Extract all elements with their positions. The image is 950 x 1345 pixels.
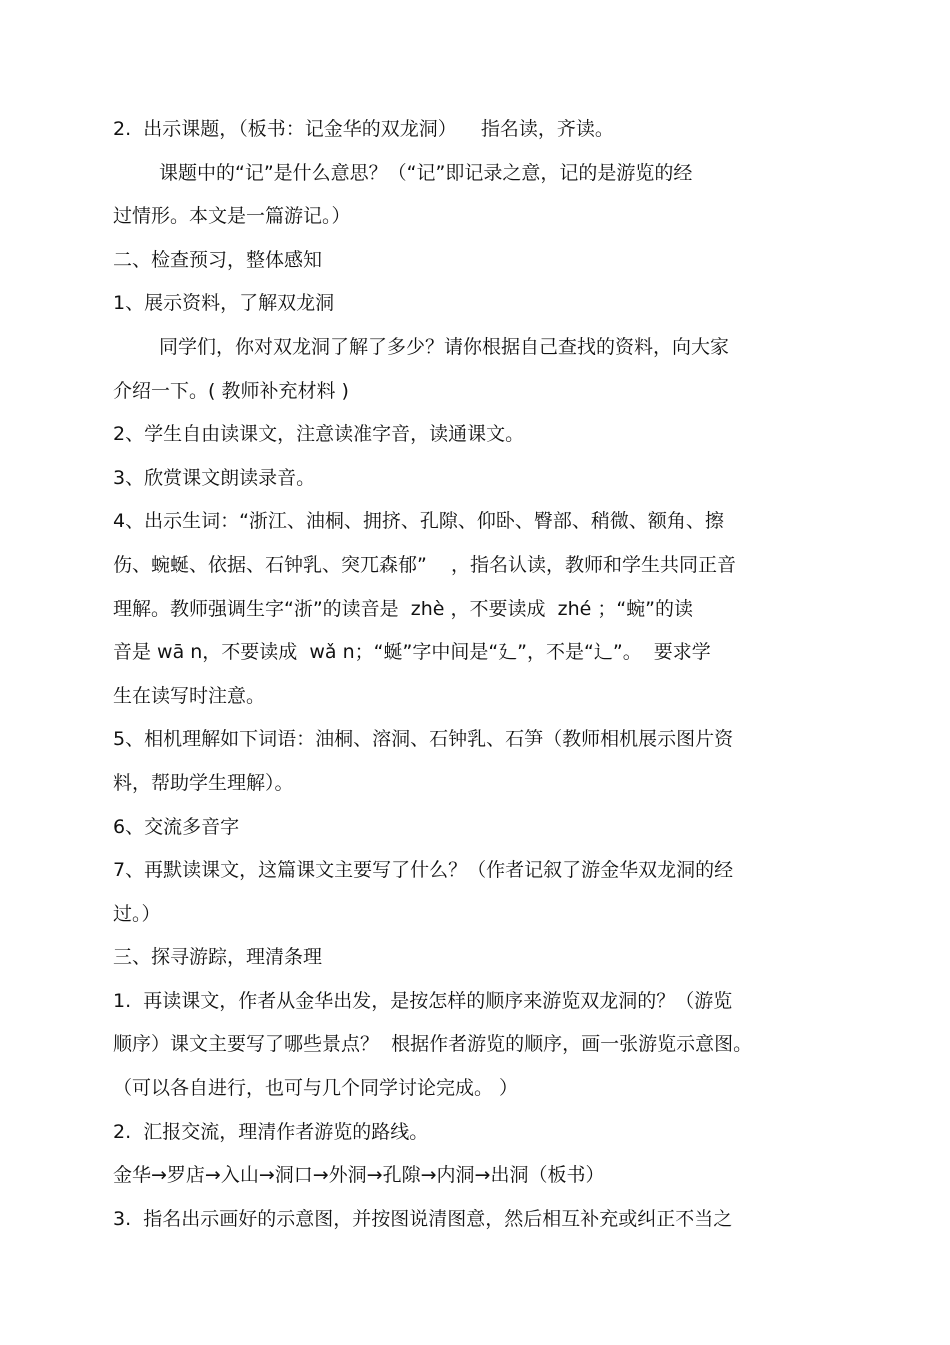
text-line: 顺序）课文主要写了哪些景点？ 根据作者游览的顺序，画一张游览示意图。: [113, 1033, 753, 1056]
text-line: 过。）: [113, 902, 161, 925]
text-line: 伤、蜿蜒、依据、石钟乳、突兀森郁” ，指名认读，教师和学生共同正音: [113, 553, 737, 576]
text-line: 生在读写时注意。: [113, 684, 266, 707]
section-heading: 二、检查预习，整体感知: [113, 248, 323, 271]
text-line: 3. 指名出示画好的示意图，并按图说清图意，然后相互补充或纠正不当之: [113, 1207, 733, 1230]
text-line: 1. 再读课文，作者从金华出发，是按怎样的顺序来游览双龙洞的？（游览: [113, 989, 733, 1012]
text-line: 4、出示生词：“浙江、油桐、拥挤、孔隙、仰卧、臀部、稍微、额角、擦: [113, 510, 724, 533]
text-line: 同学们，你对双龙洞了解了多少？请你根据自己查找的资料，向大家: [159, 335, 730, 358]
text-line: 介绍一下。( 教师补充材料 ): [113, 379, 349, 402]
text-line: 料，帮助学生理解）。: [113, 771, 294, 794]
document-body: [113, 108, 853, 1241]
text-line: 2. 出示课题，（板书：记金华的双龙洞） 指名读，齐读。: [113, 118, 614, 140]
section-heading: 三、探寻游踪，理清条理: [113, 946, 323, 969]
text-line: 3、欣赏课文朗读录音。: [113, 466, 316, 489]
route-line: 金华→罗店→入山→洞口→外洞→孔隙→内洞→出洞（板书）: [113, 1164, 605, 1187]
text-line: 5、相机理解如下词语：油桐、溶洞、石钟乳、石笋（教师相机展示图片资: [113, 728, 734, 751]
text-line: 理解。教师强调生字“浙”的读音是 zhè ，不要读成 zhé ；“蜿”的读: [113, 597, 694, 620]
text-line: 6、交流多音字: [113, 815, 240, 838]
text-line: 1、展示资料，了解双龙洞: [113, 292, 335, 315]
text-line: 2. 汇报交流，理清作者游览的路线。: [113, 1120, 429, 1143]
text-line: 2、学生自由读课文，注意读准字音，读通课文。: [113, 423, 525, 446]
text-line: 7、再默读课文，这篇课文主要写了什么？（作者记叙了游金华双龙洞的经: [113, 859, 734, 882]
text-line: 音是 wā n，不要读成 wǎ n；“蜒”字中间是“廴”，不是“辶”。 要求学: [113, 641, 711, 664]
text-line: （可以各自进行，也可与几个同学讨论完成。 ）: [113, 1077, 519, 1100]
text-line: 课题中的“记”是什么意思？（“记”即记录之意，记的是游览的经: [159, 161, 693, 184]
text-line: 过情形。本文是一篇游记。）: [113, 205, 351, 228]
